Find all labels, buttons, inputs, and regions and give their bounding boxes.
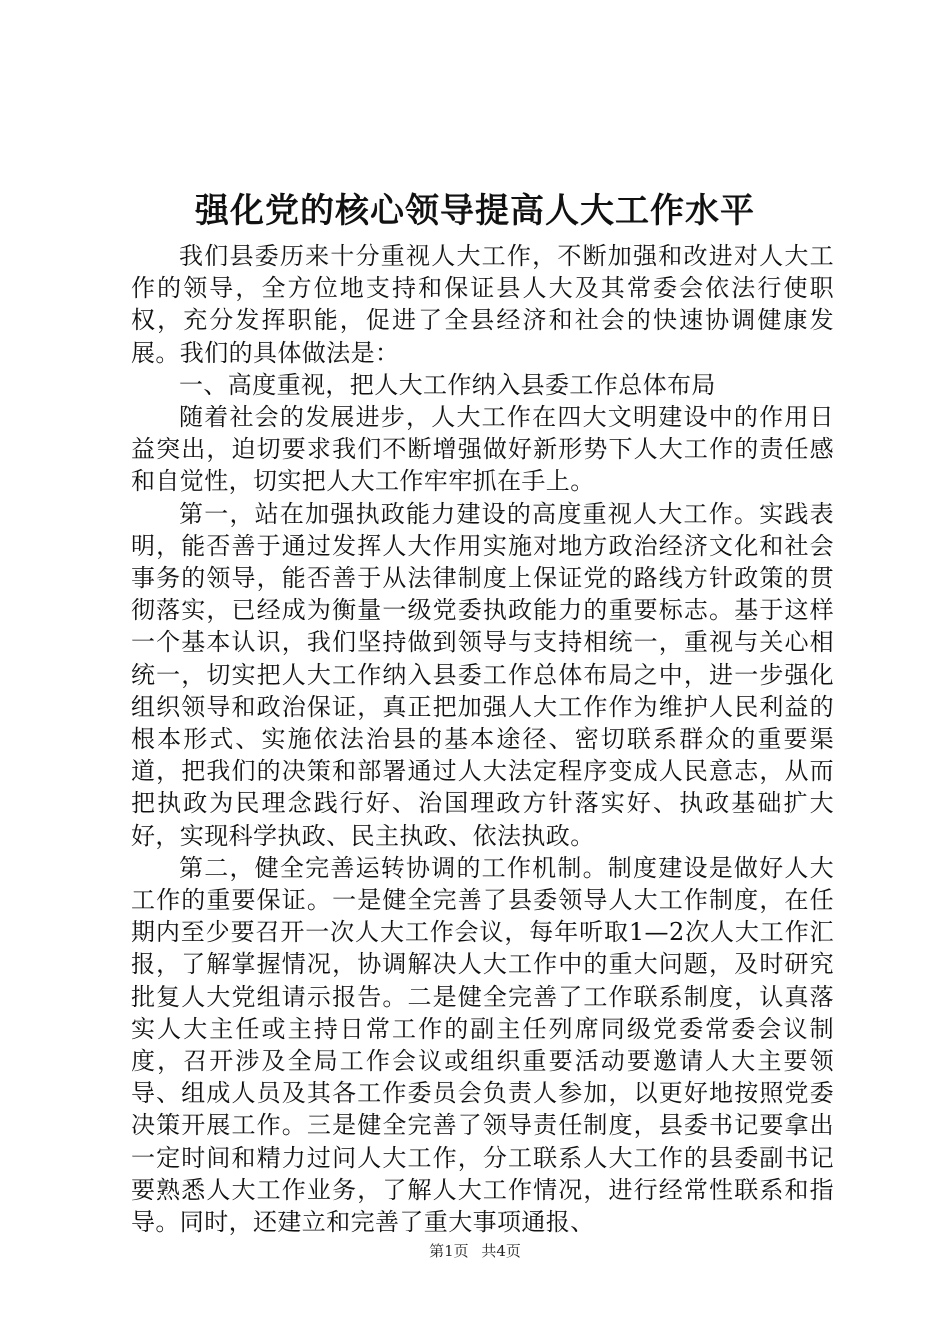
document-title: 强化党的核心领导提高人大工作水平: [195, 191, 755, 231]
page-footer: [0, 1241, 950, 1261]
body-paragraph: 第一，站在加强执政能力建设的高度重视人大工作。实践表明，能否善于通过发挥人大作用实施对地方政治经济文化和社会事务的领导，能否善于从法律制度上保证党的路线方针政策的贯彻落实，已经成为衡量一级党委执政能力的重要标志。基于这样一个基本认识，我们坚持做到领导与支持相统一，重视与关心相统一，切实把人大工作纳入县委工作总体布局之中，进一步强化组织领导和政治保证，真正把加强人大工作作为维护人民利益的根本形式、实施依法治县的基本途径、密切联系群众的重要渠道，把我们的决策和部署通过人大法定程序变成人民意志，从而把执政为民理念践行好、治国理政方针落实好、执政基础扩大好，实现科学执政、民主执政、依法执政。: [131, 499, 834, 850]
page-number: 第1页: [429, 1242, 469, 1260]
document-body: [131, 240, 834, 1238]
body-paragraph: 第二，健全完善运转协调的工作机制。制度建设是做好人大工作的重要保证。一是健全完善了县委领导人大工作制度，在任期内至少要召开一次人大工作会议，每年听取1—2次人大工作汇报，了解掌握情况，协调解决人大工作中的重大问题，及时研究批复人大党组请示报告。二是健全完善了工作联系制度，认真落实人大主任或主持日常工作的副主任列席同级党委常委会议制度，召开涉及全局工作会议或组织重要活动要邀请人大主要领导、组成人员及其各工作委员会负责人参加，以更好地按照党委决策开展工作。三是健全完善了领导责任制度，县委书记要拿出一定时间和精力过问人大工作，分工联系人大工作的县委副书记要熟悉人大工作业务，了解人大工作情况，进行经常性联系和指导。同时，还建立和完善了重大事项通报、: [131, 853, 834, 1237]
body-paragraph: 随着社会的发展进步，人大工作在四大文明建设中的作用日益突出，迫切要求我们不断增强做好新形势下人大工作的责任感和自觉性，切实把人大工作牢牢抓在手上。: [131, 403, 834, 496]
page-total: 共4页: [481, 1242, 521, 1260]
body-paragraph: 我们县委历来十分重视人大工作，不断加强和改进对人大工作的领导，全方位地支持和保证县人大及其常委会依法行使职权，充分发挥职能，促进了全县经济和社会的快速协调健康发展。我们的具体做法是：: [131, 242, 834, 367]
section-heading: 一、高度重视，把人大工作纳入县委工作总体布局: [179, 370, 716, 399]
